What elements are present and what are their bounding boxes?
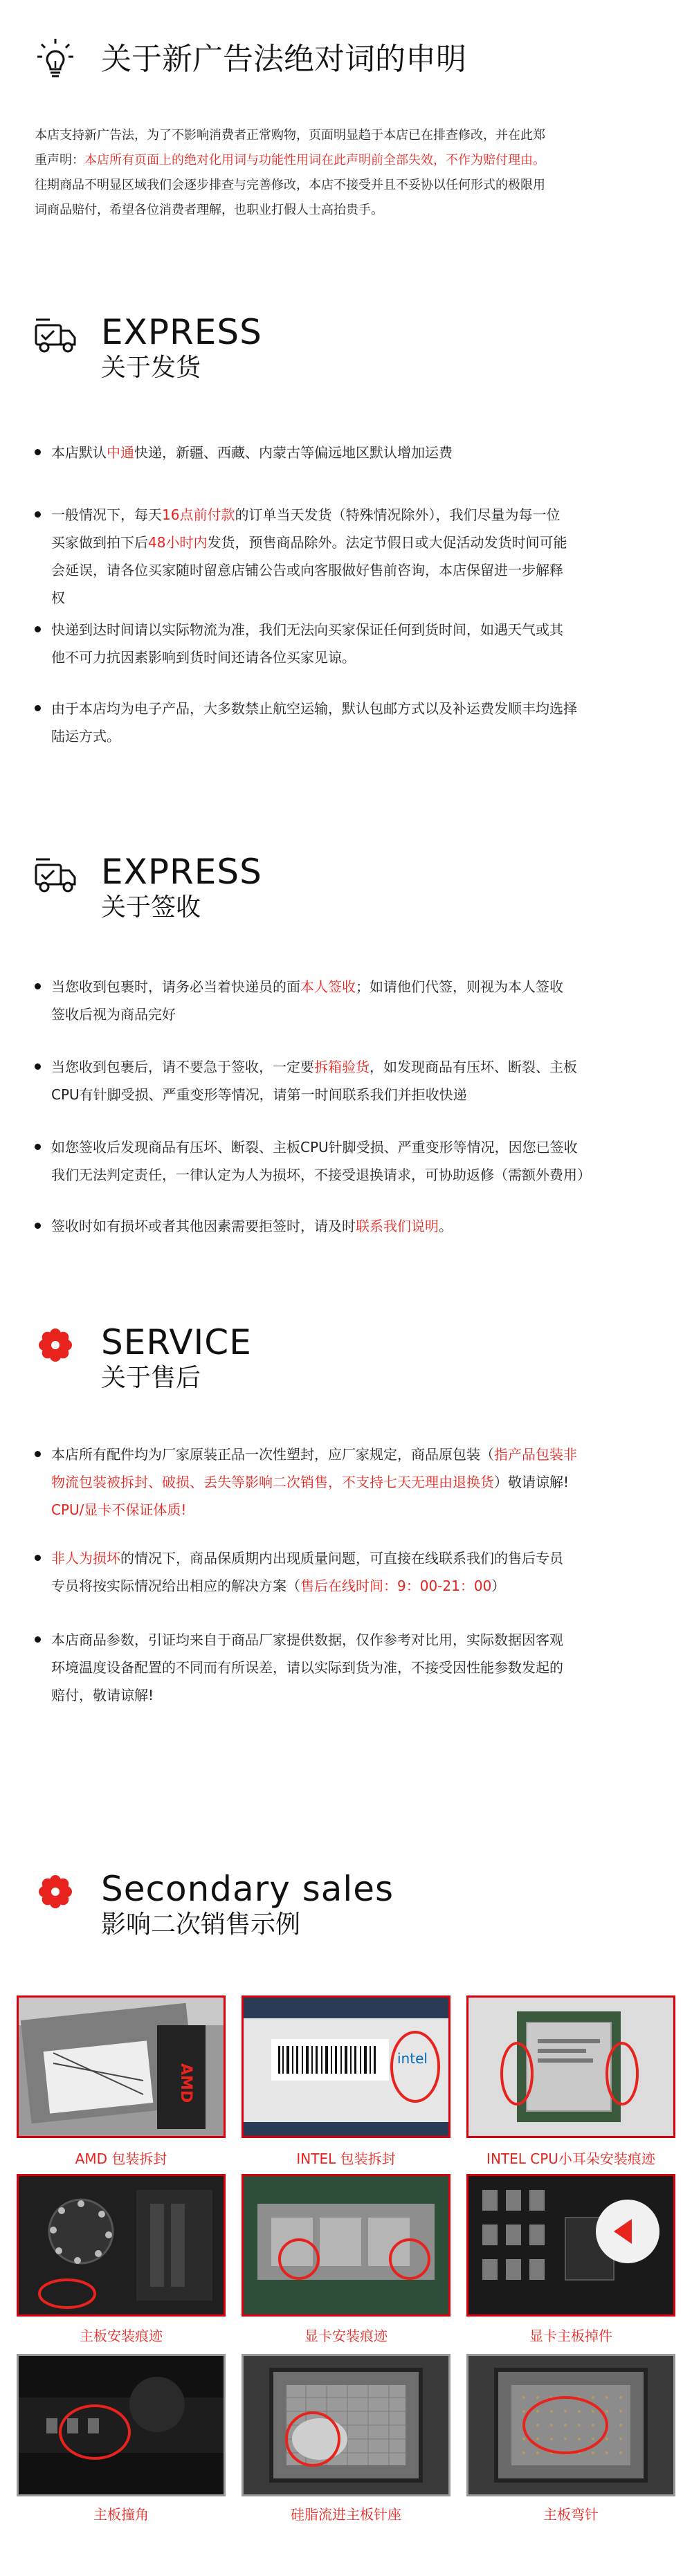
express-ship-subtitle: 关于发货 bbox=[101, 354, 201, 382]
notice-body bbox=[35, 123, 657, 223]
photo-intel-package bbox=[242, 1995, 450, 2138]
lightbulb-icon bbox=[33, 37, 78, 82]
caption: 硅脂流进主板针座 bbox=[291, 2506, 401, 2523]
express-sign-header bbox=[33, 852, 262, 923]
list-item: 如您签收后发现商品有压坏、断裂、主板CPU针脚受损、严重变形等情况，因您已签收 我们无法判定责任，一律认定为人为损坏，不接受退换请求，可协助返修（需额外费用） bbox=[35, 1133, 657, 1189]
notice-line: 往期商品不明显区域我们会逐步排查与完善修改，本店不接受并且不妥协以任何形式的极限用 bbox=[35, 178, 545, 192]
caption: AMD 包装拆封 bbox=[75, 2150, 167, 2167]
express-ship-header bbox=[33, 313, 262, 383]
caption: 主板撞角 bbox=[93, 2506, 149, 2523]
list-item: 本店所有配件均为厂家原装正品一次性塑封，应厂家规定，商品原包装（指产品包装非 物流包装被拆封、破损、丢失等影响二次销售，不支持七天无理由退换货）敬请谅解! CPU/显卡不保证体质! bbox=[35, 1441, 657, 1524]
list-item: 一般情况下，每天16点前付款的订单当天发货（特殊情况除外），我们尽量为每一位 买家做到拍下后48小时内发货，预售商品除外。法定节假日或大促活动发货时间可能 会延误，请各位买家随时留意店铺公告或向客服做好售前咨询，本店保留进一步解释 权 bbox=[35, 501, 657, 612]
notice-header bbox=[33, 37, 466, 82]
service-header bbox=[33, 1323, 252, 1394]
notice-title: 关于新广告法绝对词的申明 bbox=[101, 42, 466, 77]
list-item: 当您收到包裹后，请不要急于签收，一定要拆箱验货，如发现商品有压坏、断裂、主板 CPU有针脚受损、严重变形等情况，请第一时间联系我们并拒收快递 bbox=[35, 1053, 657, 1108]
secondary-title: Secondary sales bbox=[101, 1869, 394, 1909]
caption: 主板安装痕迹 bbox=[80, 2328, 163, 2344]
gear-flower-icon bbox=[33, 1870, 78, 1914]
express-ship-title: EXPRESS bbox=[101, 312, 262, 352]
photo-bent-pins bbox=[466, 2354, 675, 2496]
notice-line: 词商品赔付，希望各位消费者理解，也职业打假人士高抬贵手。 bbox=[35, 203, 383, 217]
photo-board-parts bbox=[466, 2174, 675, 2317]
list-item: 快递到达时间请以实际物流为准，我们无法向买家保证任何到货时间，如遇天气或其 他不可力抗因素影响到货时间还请各位买家见谅。 bbox=[35, 616, 657, 671]
svg-text:AMD: AMD bbox=[177, 2063, 194, 2103]
list-item: 签收时如有损坏或者其他因素需要拒签时，请及时联系我们说明。 bbox=[35, 1212, 657, 1240]
notice-line: 本店支持新广告法，为了不影响消费者正常购物，页面明显趋于本店已在排查修改，并在此郑 bbox=[35, 128, 545, 143]
list-item: 由于本店均为电子产品，大多数禁止航空运输，默认包邮方式以及补运费发顺丰均选择 陆运方式。 bbox=[35, 695, 657, 750]
express-sign-subtitle: 关于签收 bbox=[101, 893, 201, 922]
caption: 显卡主板掉件 bbox=[529, 2328, 612, 2344]
caption: 显卡安装痕迹 bbox=[304, 2328, 388, 2344]
list-item: 本店默认中通快递，新疆、西藏、内蒙古等偏远地区默认增加运费 bbox=[35, 439, 657, 466]
service-subtitle: 关于售后 bbox=[101, 1364, 201, 1392]
photo-mobo-corner bbox=[17, 2354, 226, 2496]
photo-amd-package bbox=[17, 1995, 226, 2138]
svg-text:intel: intel bbox=[397, 2050, 428, 2067]
photo-thermal-paste bbox=[242, 2354, 450, 2496]
photo-mobo-marks bbox=[17, 2174, 226, 2317]
gear-flower-icon bbox=[33, 1323, 78, 1367]
service-title: SERVICE bbox=[101, 1322, 252, 1362]
delivery-truck-icon bbox=[33, 852, 78, 897]
caption: 主板弯针 bbox=[543, 2506, 599, 2523]
delivery-truck-icon bbox=[33, 313, 78, 357]
express-sign-title: EXPRESS bbox=[101, 852, 262, 892]
list-item: 非人为损坏的情况下，商品保质期内出现质量问题，可直接在线联系我们的售后专员 专员将按实际情况给出相应的解决方案（售后在线时间：9：00-21：00） bbox=[35, 1544, 657, 1600]
photo-intel-cpu bbox=[466, 1995, 675, 2138]
notice-line: 重声明：本店所有页面上的绝对化用词与功能性用词在此声明前全部失效，不作为赔付理由。 bbox=[35, 153, 545, 167]
secondary-header bbox=[33, 1870, 394, 1940]
caption: INTEL CPU小耳朵安装痕迹 bbox=[486, 2150, 655, 2167]
list-item: 当您收到包裹时，请务必当着快递员的面本人签收；如请他们代签，则视为本人签收 签收后视为商品完好 bbox=[35, 973, 657, 1028]
photo-gpu-marks bbox=[242, 2174, 450, 2317]
list-item: 本店商品参数，引证均来自于商品厂家提供数据，仅作参考对比用，实际数据因客观 环境温度设备配置的不同而有所误差，请以实际到货为准，不接受因性能参数发起的 赔付，敬请谅解! bbox=[35, 1626, 657, 1709]
caption: INTEL 包装拆封 bbox=[296, 2150, 396, 2167]
secondary-subtitle: 影响二次销售示例 bbox=[101, 1910, 301, 1939]
